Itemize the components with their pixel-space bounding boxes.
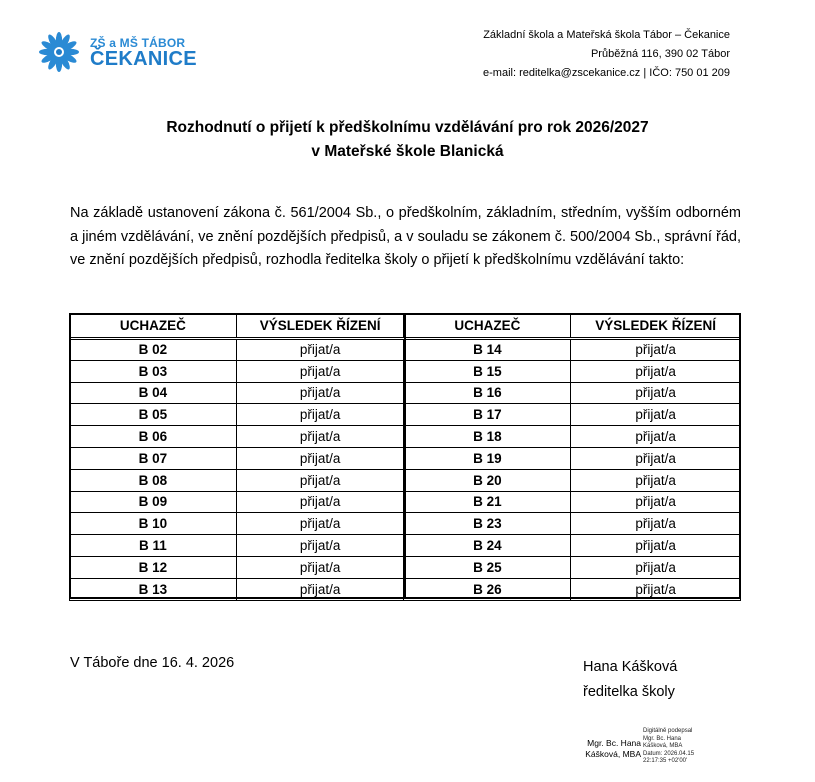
admission-result: přijat/a bbox=[236, 382, 404, 404]
table-row bbox=[70, 491, 741, 513]
admission-result: přijat/a bbox=[571, 360, 741, 382]
applicant-code: B 13 bbox=[70, 578, 237, 600]
table-row bbox=[70, 447, 741, 469]
applicant-code: B 05 bbox=[70, 404, 237, 426]
table-row bbox=[70, 513, 741, 535]
digital-signature-name-line2: Kášková, MBA bbox=[585, 749, 641, 759]
table-row bbox=[70, 382, 741, 404]
signer-name: Hana Kášková bbox=[583, 659, 678, 675]
applicant-code: B 19 bbox=[404, 447, 571, 469]
intro-paragraph: Na základě ustanovení zákona č. 561/2004 Sb., o předškolním, základním, středním, vyšším odborném a jiném vzdělávání, ve znění pozdějších předpisů, a v souladu se zákonem č. 500/2004 Sb., správní řád, ve znění pozdějších předpisů, rozhodla ředitelka školy o přijetí k předškolnímu vzdělávání takto: bbox=[70, 205, 741, 268]
table-header-row bbox=[70, 314, 741, 339]
admission-result: přijat/a bbox=[571, 513, 741, 535]
table-row bbox=[70, 360, 741, 382]
signature-meta-line: 22:17:35 +02'00' bbox=[643, 758, 688, 764]
applicant-code: B 07 bbox=[70, 447, 237, 469]
table-row bbox=[70, 339, 741, 361]
digital-signature bbox=[585, 728, 715, 773]
applicant-code: B 25 bbox=[404, 556, 571, 578]
address-contact: e-mail: reditelka@zscekanice.cz | IČO: 750 01 209 bbox=[483, 67, 730, 79]
admission-result: přijat/a bbox=[571, 535, 741, 557]
admission-result: přijat/a bbox=[236, 491, 404, 513]
applicant-code: B 21 bbox=[404, 491, 571, 513]
admission-result: přijat/a bbox=[571, 404, 741, 426]
address-street: Průběžná 116, 390 02 Tábor bbox=[590, 48, 730, 60]
applicant-code: B 10 bbox=[70, 513, 237, 535]
admission-result: přijat/a bbox=[236, 426, 404, 448]
admission-result: přijat/a bbox=[571, 578, 741, 600]
applicant-code: B 02 bbox=[70, 339, 237, 361]
admission-results-table bbox=[69, 313, 741, 601]
header-result: VÝSLEDEK ŘÍZENÍ bbox=[571, 314, 741, 339]
table-row bbox=[70, 578, 741, 600]
applicant-code: B 03 bbox=[70, 360, 237, 382]
admission-result: přijat/a bbox=[236, 578, 404, 600]
digital-signature-name-line1: Mgr. Bc. Hana bbox=[587, 738, 641, 748]
admission-result: přijat/a bbox=[571, 556, 741, 578]
header-applicant: UCHAZEČ bbox=[404, 314, 571, 339]
table-row bbox=[70, 535, 741, 557]
logo-school-abbrev: ZŠ a MŠ TÁBOR bbox=[90, 36, 186, 50]
applicant-code: B 09 bbox=[70, 491, 237, 513]
applicant-code: B 18 bbox=[404, 426, 571, 448]
table-row bbox=[70, 426, 741, 448]
applicant-code: B 12 bbox=[70, 556, 237, 578]
table-row bbox=[70, 556, 741, 578]
applicant-code: B 16 bbox=[404, 382, 571, 404]
admission-result: přijat/a bbox=[236, 513, 404, 535]
admission-result: přijat/a bbox=[236, 404, 404, 426]
admission-result: přijat/a bbox=[236, 360, 404, 382]
admission-result: přijat/a bbox=[236, 556, 404, 578]
digital-signature-meta bbox=[643, 728, 694, 766]
applicant-code: B 04 bbox=[70, 382, 237, 404]
admission-result: přijat/a bbox=[571, 469, 741, 491]
header-result: VÝSLEDEK ŘÍZENÍ bbox=[236, 314, 404, 339]
admission-result: přijat/a bbox=[571, 426, 741, 448]
signer-role: ředitelka školy bbox=[583, 684, 675, 700]
signature-meta-line: Datum: 2026.04.15 bbox=[643, 750, 695, 757]
digital-signature-name bbox=[585, 738, 641, 760]
admission-result: přijat/a bbox=[236, 535, 404, 557]
admission-result: přijat/a bbox=[571, 447, 741, 469]
school-address bbox=[483, 26, 730, 83]
table-row bbox=[70, 469, 741, 491]
applicant-code: B 11 bbox=[70, 535, 237, 557]
document-subtitle: v Mateřské škole Blanická bbox=[311, 143, 504, 160]
logo-place-name: ČEKANICE bbox=[90, 48, 197, 70]
admission-result: přijat/a bbox=[571, 382, 741, 404]
applicant-code: B 08 bbox=[70, 469, 237, 491]
signature-meta-line: Kášková, MBA bbox=[643, 743, 683, 749]
admission-result: přijat/a bbox=[571, 339, 741, 361]
signature-meta-line: Mgr. Bc. Hana bbox=[643, 735, 682, 742]
header-applicant: UCHAZEČ bbox=[70, 314, 237, 339]
applicant-code: B 24 bbox=[404, 535, 571, 557]
applicant-code: B 14 bbox=[404, 339, 571, 361]
cornflower-icon bbox=[32, 30, 86, 74]
admission-result: přijat/a bbox=[236, 447, 404, 469]
applicant-code: B 15 bbox=[404, 360, 571, 382]
school-logo bbox=[32, 28, 197, 76]
applicant-code: B 06 bbox=[70, 426, 237, 448]
admission-result: přijat/a bbox=[236, 469, 404, 491]
applicant-code: B 17 bbox=[404, 404, 571, 426]
admission-result: přijat/a bbox=[236, 339, 404, 361]
applicant-code: B 26 bbox=[404, 578, 571, 600]
place-and-date: V Táboře dne 16. 4. 2026 bbox=[70, 655, 235, 671]
table-row bbox=[70, 404, 741, 426]
signature-meta-line: Digitálně podepsal bbox=[643, 728, 693, 734]
admission-result: přijat/a bbox=[571, 491, 741, 513]
signature-block bbox=[583, 655, 677, 705]
address-school-name: Základní škola a Mateřská škola Tábor – Čekanice bbox=[483, 29, 730, 41]
document-title: Rozhodnutí o přijetí k předškolnímu vzdělávání pro rok 2026/2027 bbox=[166, 119, 649, 136]
applicant-code: B 23 bbox=[404, 513, 571, 535]
applicant-code: B 20 bbox=[404, 469, 571, 491]
